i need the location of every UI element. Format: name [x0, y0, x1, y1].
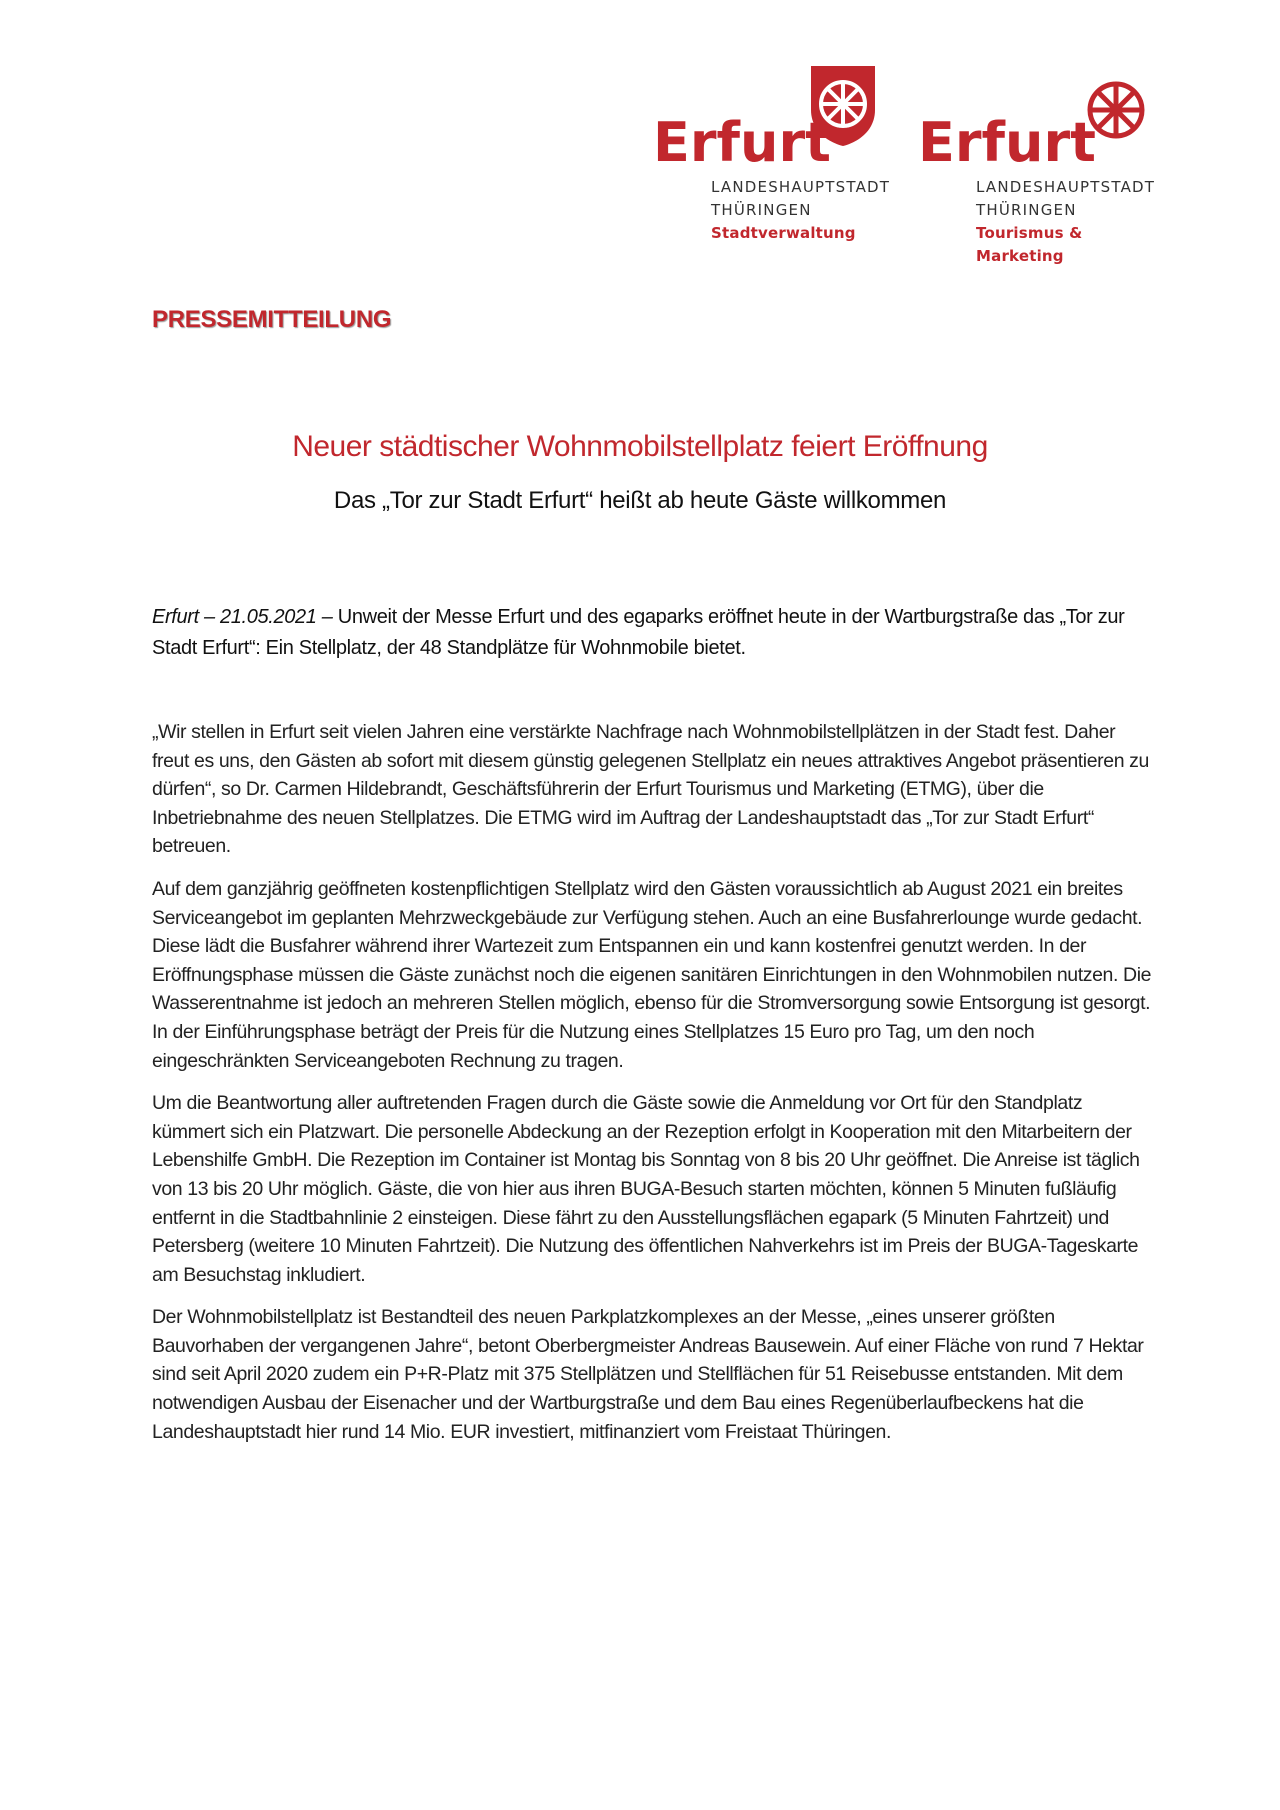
paragraph: Der Wohnmobilstellplatz ist Bestandteil des neuen Parkplatzkomplexes an der Messe, „eines unserer größten Bauvorhaben der vergangenen Jahre“, betont Oberbergmeister Andreas Bausewein. Auf einer Fläche von rund 7 Hektar sind seit April 2020 zudem ein P+R-Platz mit 375 Stellplätzen und Stellflächen für 51 Reisebusse entstanden. Mit dem notwendigen Ausbau der Eisenacher und der Wartburgstraße und dem Bau eines Regenüberlaufbeckens hat die Landeshauptstadt hier rund 14 Mio. EUR investiert, mitfinanziert vom Freistaat Thüringen. [152, 1306, 1144, 1443]
paragraph: Um die Beantwortung aller auftretenden Fragen durch die Gäste sowie die Anmeldung vor Ort für den Standplatz kümmert sich ein Platzwart. Die personelle Abdeckung an der Rezeption erfolgt in Kooperation mit den Mitarbeitern der Lebenshilfe GmbH. Die Rezeption im Container ist Montag bis Sonntag von 8 bis 20 Uhr geöffnet. Die Anreise ist täglich von 13 bis 20 Uhr möglich. Gäste, die von hier aus ihren BUGA-Besuch starten möchten, können 5 Minuten fußläufig entfernt in die Stadtbahnlinie 2 einsteigen. Diese fährt zu den Ausstellungsflächen egapark (5 Minuten Fahrtzeit) und Petersberg (weitere 10 Minuten Fahrtzeit). Die Nutzung des öffentlichen Nahverkehrs ist im Preis der BUGA-Tageskarte am Besuchstag inkludiert. [152, 1092, 1140, 1286]
logo-line-1: LANDESHAUPTSTADT [976, 178, 1156, 196]
paragraph: Auf dem ganzjährig geöffneten kostenpflichtigen Stellplatz wird den Gästen voraussichtlich ab August 2021 ein breites Serviceangebot im geplanten Mehrzweckgebäude zur Verfügung stehen. Auch an eine Busfahrerlounge wurde gedacht. Diese lädt die Busfahrer während ihrer Wartezeit zum Entspannen ein und kann kostenfrei genutzt werden. In der Eröffnungsphase müssen die Gäste zunächst noch die eigenen sanitären Einrichtungen in den Wohnmobilen nutzen. Die Wasserentnahme ist jedoch an mehreren Stellen möglich, ebenso für die Stromversorgung sowie Entsorgung ist gesorgt. In der Einführungsphase beträgt der Preis für die Nutzung eines Stellplatzes 15 Euro pro Tag, um den noch eingeschränkten Serviceangeboten Rechnung zu tragen. [152, 877, 1152, 1072]
document-type-label: PRESSEMITTEILUNG [152, 306, 392, 333]
logo-line-3: Stadtverwaltung [711, 224, 856, 242]
lead-text: Unweit der Messe Erfurt und des egaparks eröffnet heute in der Wartburgstraße das „Tor zur Stadt Erfurt“: Ein Stellplatz, der 48 Standplätze für Wohnmobile bietet. [152, 606, 1125, 659]
headline: Neuer städtischer Wohnmobilstellplatz feiert Eröffnung [292, 430, 988, 463]
paragraph: „Wir stellen in Erfurt seit vielen Jahren eine verstärkte Nachfrage nach Wohnmobilstellplätzen in der Stadt fest. Daher freut es uns, den Gästen ab sofort mit diesem günstig gelegenen Stellplatz ein neues attraktives Angebot präsentieren zu dürfen“, so Dr. Carmen Hildebrandt, Geschäftsführerin der Erfurt Tourismus und Marketing (ETMG), über die Inbetriebnahme des neuen Stellplatzes. Die ETMG wird im Auftrag der Landeshauptstadt das „Tor zur Stadt Erfurt“ betreuen. [152, 721, 1149, 858]
logo-line-1: LANDESHAUPTSTADT [711, 178, 891, 196]
logo-wordmark: Erfurt [653, 111, 831, 174]
logo-line-2: THÜRINGEN [976, 201, 1077, 219]
subheadline: Das „Tor zur Stadt Erfurt“ heißt ab heute Gäste willkommen [333, 487, 947, 514]
logo-subtitle [976, 176, 1158, 268]
logo-wordmark: Erfurt [918, 111, 1096, 174]
dateline: Erfurt – 21.05.2021 – [152, 606, 333, 628]
lead-paragraph [152, 602, 1142, 664]
body-text [152, 718, 1152, 1460]
logo-line-3: Tourismus & Marketing [976, 224, 1083, 265]
logo-line-2: THÜRINGEN [711, 201, 812, 219]
logo-subtitle [711, 176, 890, 245]
